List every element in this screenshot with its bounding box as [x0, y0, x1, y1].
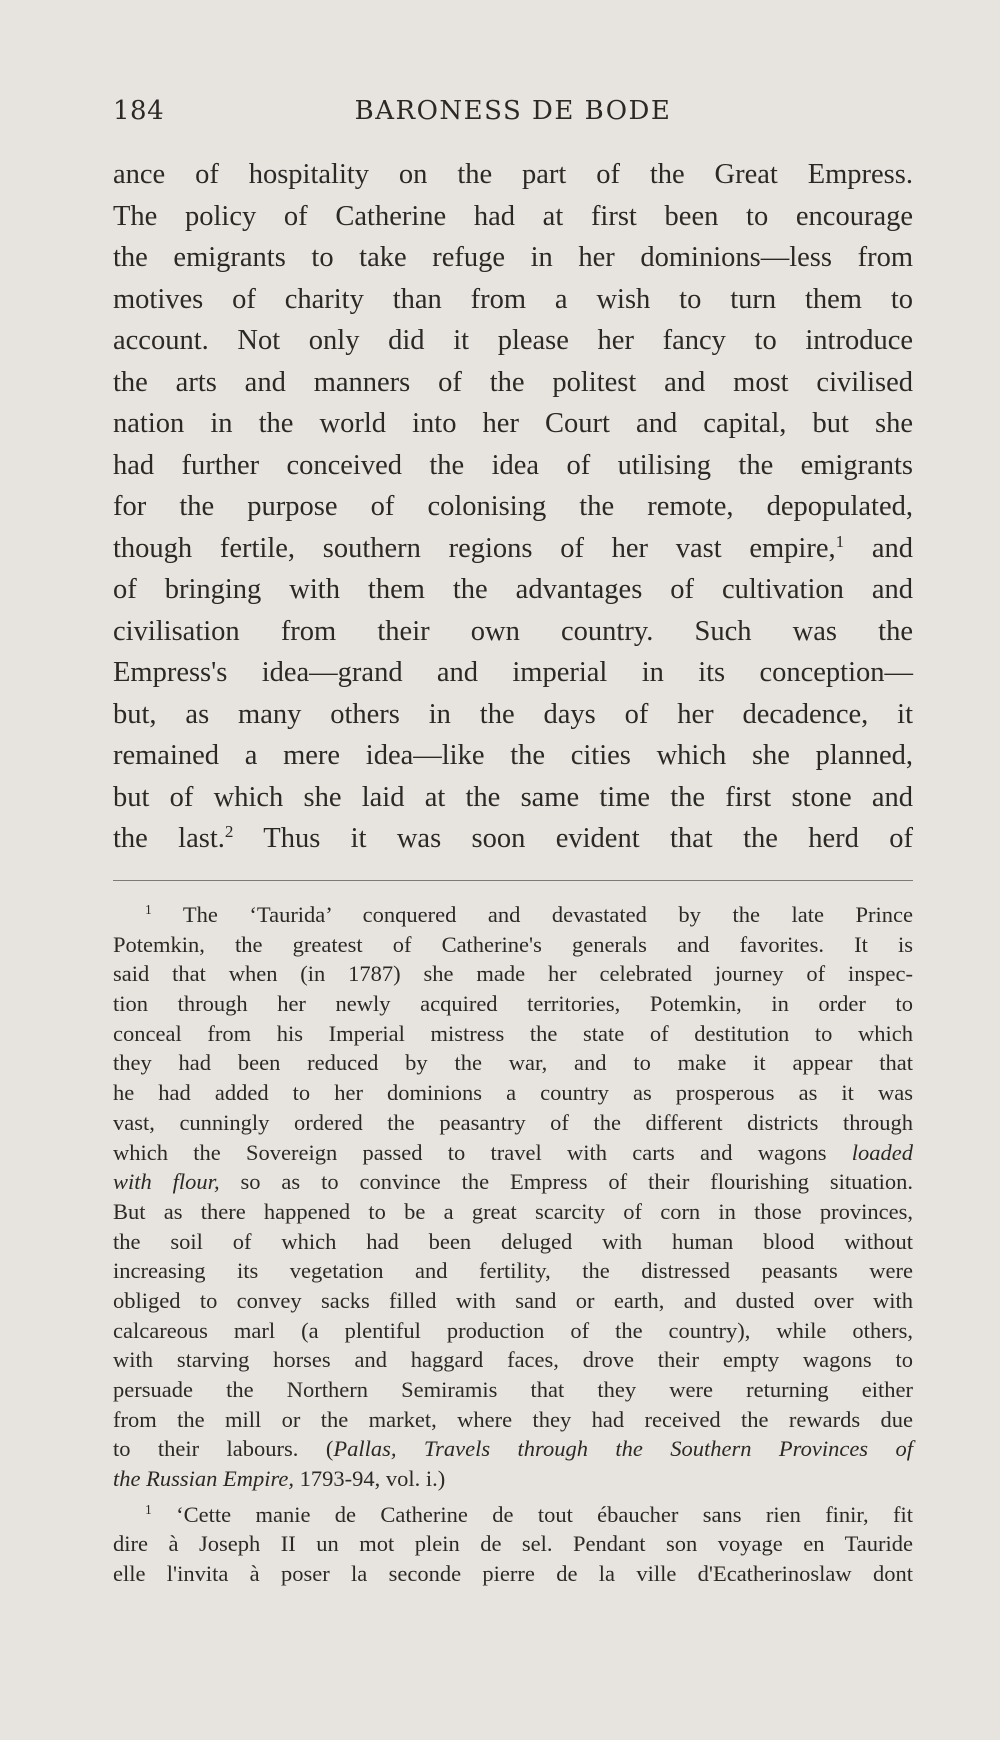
- body-line: of bringing with them the advantages of cultivation and: [113, 574, 913, 605]
- footnote-text: ‘Cette manie de Catherine de tout ébaucher sans rien finir, fit: [176, 1501, 914, 1527]
- footnote-marker: 1: [835, 531, 845, 551]
- footnote-line: [113, 1464, 913, 1494]
- footnote-line: conceal from his Imperial mistress the state of destitution to which: [113, 1020, 913, 1046]
- body-line: [113, 528, 913, 570]
- footnote-line: Potemkin, the greatest of Catherine's generals and favorites. It is: [113, 931, 913, 957]
- footnote-line: persuade the Northern Semiramis that they were returning either: [113, 1377, 913, 1402]
- footnote-line: tion through her newly acquired territories, Potemkin, in order to: [113, 991, 913, 1017]
- footnote-text: to their labours. (: [113, 1436, 334, 1462]
- footnote-line: [113, 900, 913, 930]
- main-text: [113, 154, 913, 860]
- body-line: for the purpose of colonising the remote, depopulated,: [113, 491, 913, 522]
- footnote-marker: 1: [145, 901, 152, 917]
- footnote-marker: 1: [145, 1501, 152, 1517]
- body-line: ance of hospitality on the part of the Great Empress.: [113, 159, 913, 190]
- footnote-italic: loaded: [851, 1139, 913, 1165]
- body-text: and: [871, 532, 913, 564]
- body-text: though fertile, southern regions of her vast empire,: [113, 532, 836, 564]
- footnote-line: vast, cunningly ordered the peasantry of the different districts through: [113, 1109, 913, 1135]
- body-line: Empress's idea—grand and imperial in its conception—: [113, 657, 913, 688]
- body-line: had further conceived the idea of utilising the emigrants: [113, 449, 913, 481]
- body-line: motives of charity than from a wish to turn them to: [113, 283, 913, 315]
- page-header: [113, 96, 913, 132]
- body-text: the last.: [113, 823, 225, 854]
- body-line: civilisation from their own country. Such was the: [113, 615, 913, 647]
- body-line: The policy of Catherine had at first been to encourage: [113, 200, 913, 232]
- footnote-line: with starving horses and haggard faces, drove their empty wagons to: [113, 1347, 913, 1373]
- footnote-line: said that when (in 1787) she made her celebrated journey of inspec-: [113, 961, 913, 987]
- footnote-text: 1793-94, vol. i.): [299, 1466, 446, 1492]
- footnote-line: [113, 1167, 913, 1197]
- body-line: remained a mere idea—like the cities which she planned,: [113, 740, 913, 771]
- footnote-marker: 2: [224, 821, 234, 841]
- footnote-text: The ‘Taurida’ conquered and devastated by the late Prince: [182, 902, 913, 927]
- running-head: BARONESS DE BODE: [354, 96, 672, 126]
- body-line: but, as many others in the days of her decadence, it: [113, 698, 913, 730]
- footnote-line: obliged to convey sacks filled with sand or earth, and dusted over with: [113, 1287, 913, 1313]
- body-line: nation in the world into her Court and capital, but she: [113, 408, 913, 439]
- page-number: 184: [113, 96, 165, 126]
- footnote-line: increasing its vegetation and fertility, the distressed peasants were: [113, 1258, 913, 1284]
- footnote-rule: [113, 880, 913, 881]
- body-line: the emigrants to take refuge in her dominions—less from: [113, 242, 913, 273]
- footnote-text: which the Sovereign passed to travel with carts and wagons: [113, 1139, 827, 1165]
- footnote-italic: the Russian Empire,: [113, 1466, 295, 1492]
- body-text: Thus it was soon evident that the herd of: [263, 823, 913, 854]
- body-line: account. Not only did it please her fancy to introduce: [113, 325, 913, 356]
- footnote-line: from the mill or the market, where they had received the rewards due: [113, 1406, 913, 1432]
- footnote-line: the soil of which had been deluged with human blood without: [113, 1228, 913, 1254]
- body-line: the arts and manners of the politest and most civilised: [113, 366, 913, 398]
- footnotes: [113, 900, 913, 1589]
- footnote-line: [113, 1434, 913, 1464]
- footnote-line: [113, 1500, 913, 1530]
- footnote-line: But as there happened to be a great scarcity of corn in those provinces,: [113, 1198, 913, 1224]
- body-line: but of which she laid at the same time the first stone and: [113, 781, 913, 813]
- footnote-line: [113, 1138, 913, 1168]
- footnote-italic: with flour,: [113, 1169, 220, 1195]
- footnote-line: calcareous marl (a plentiful production of the country), while others,: [113, 1317, 913, 1343]
- footnote-line: elle l'invita à poser la seconde pierre de la ville d'Ecatherinoslaw dont: [113, 1561, 913, 1587]
- footnote-line: dire à Joseph II un mot plein de sel. Pendant son voyage en Tauride: [113, 1531, 913, 1557]
- footnote-italic: Pallas, Travels through the Southern Provinces of: [333, 1436, 913, 1462]
- footnote-text: so as to convince the Empress of their flourishing situation.: [240, 1169, 914, 1195]
- footnote-line: he had added to her dominions a country as prosperous as it was: [113, 1080, 913, 1106]
- footnote-line: they had been reduced by the war, and to make it appear that: [113, 1050, 913, 1076]
- body-line: [113, 818, 913, 860]
